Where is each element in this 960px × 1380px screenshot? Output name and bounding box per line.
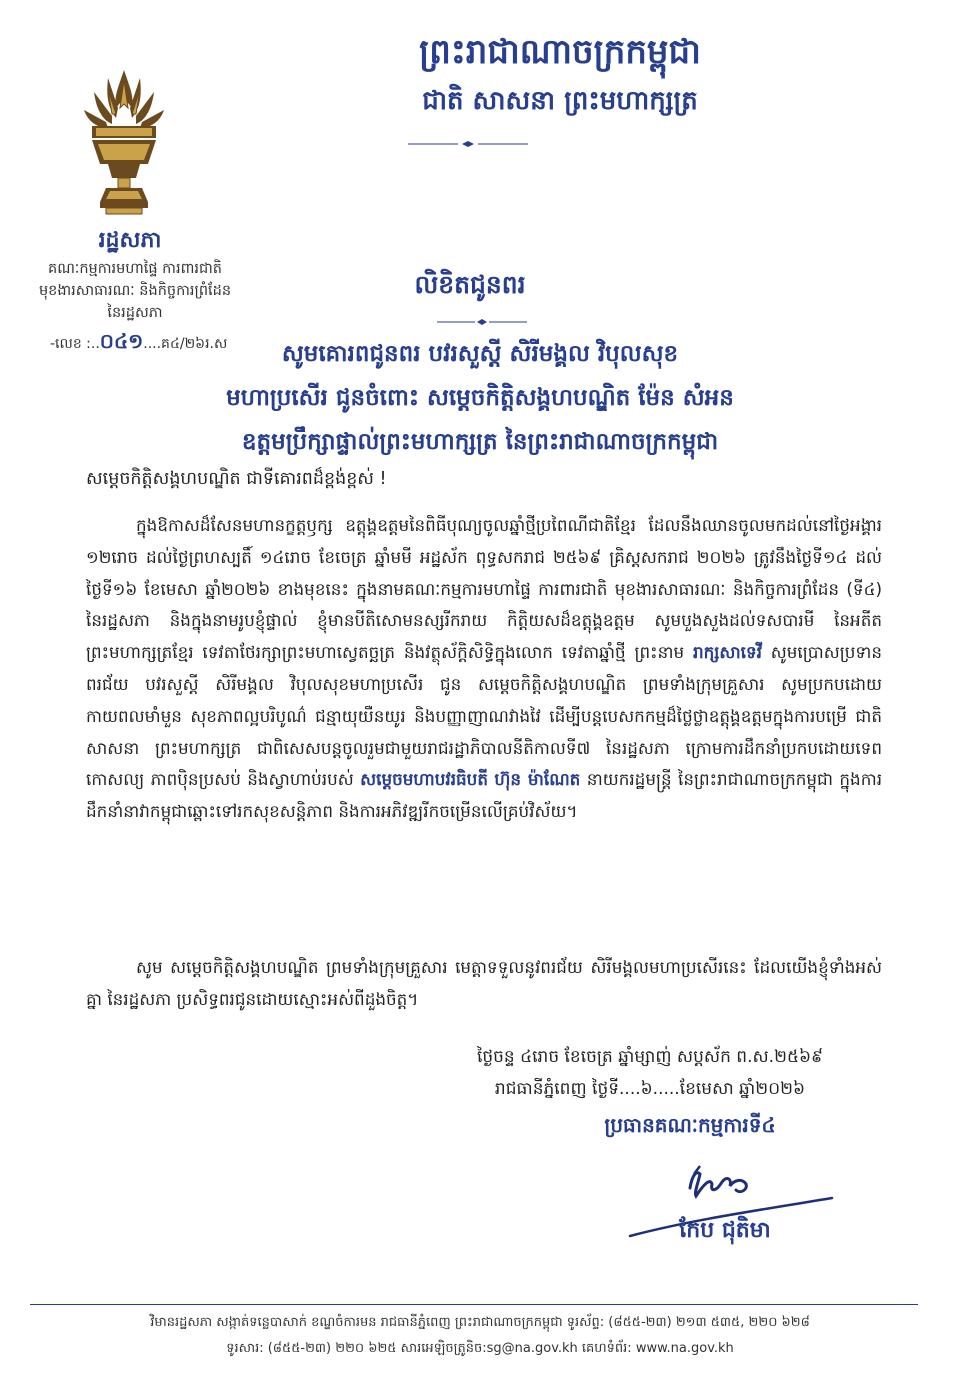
body-text: សូម សម្តេចកិត្តិសង្គហបណ្ឌិត ព្រមទាំងក្រុមគ្រួសារ មេត្តាទទួលនូវពរជ័យ សិរីមង្គលមហាប្រសើរនេះ ដែលយើងខ្ញុំទាំងអស់គ្នា នៃរដ្ឋសភា ប្រសិទ្ធពរជូនដោយស្មោះអស់ពីដួងចិត្ត។ <box>86 957 882 1009</box>
greeting-title-line: សូមគោរពជូនពរ បវរសួស្តី សិរីមង្គល វិបុលសុខ <box>281 341 679 367</box>
institution-name: រដ្ឋសភា <box>98 228 162 253</box>
body-paragraph <box>86 952 882 1016</box>
signer-name: កែប ជុតិមា <box>679 1218 771 1243</box>
ref-suffix: ....គ៤/២៦រ.ស <box>143 336 228 352</box>
footer-contact: ទូរសារ: (៨៥៥-២៣) ២២០ ៦២៥ សារអេឡិចត្រូនិច:sg@na.gov.kh គេហទំព័រ: www.na.gov.kh <box>226 1341 734 1356</box>
footer-divider <box>30 1304 918 1305</box>
commission-line: មុខងារសាធារណៈ និងកិច្ចការព្រំដែន <box>38 283 232 299</box>
body-text: សូមប្រោសប្រទានពរជ័យ បវរសួស្តី សិរីមង្គល វិបុលសុខមហាប្រសើរ ជូន សម្តេចកិត្តិសង្គហបណ្ឌិត ព្រមទាំងក្រុមគ្រួសារ សូមប្រកបដោយកាយពលមាំមួន សុខភាពល្អបរិបូណ៌ ជន្មាយុយឺនយូរ និងបញ្ញាញាណវាងវៃ ដើម្បីបន្តបេសកកម្មដ៏ថ្លៃថ្លាឧត្តុង្គឧត្តមក្នុងការបម្រើ ជាតិ សាសនា ព្រះមហាក្សត្រ ជាពិសេសបន្តចូលរួមជាមួយរាជរដ្ឋាភិបាលនីតិកាលទី៧ នៃរដ្ឋសភា ក្រោមការដឹកនាំប្រកបដោយទេពកោសល្យ ភាពប៉ិនប្រសប់ និងស្វាហាប់របស់ <box>86 642 882 790</box>
ref-number-handwritten: ០៤១ <box>99 329 144 353</box>
greeting-title-line: ឧត្តមប្រឹក្សាផ្ទាល់ព្រះមហាក្សត្រ នៃព្រះរាជាណាចក្រកម្ពុជា <box>241 429 719 455</box>
divider-ornament <box>408 140 528 148</box>
royal-emblem-icon <box>78 68 170 218</box>
greeting-title-line: មហាប្រសើរ ជូនចំពោះ សម្តេចកិត្តិសង្គហបណ្ឌិត ម៉ែន សំអន <box>226 385 734 411</box>
kingdom-title: ព្រះរាជាណាចក្រកម្ពុជា <box>419 32 701 72</box>
commission-name <box>20 258 250 324</box>
salutation: សម្តេចកិត្តិសង្គហបណ្ឌិត ជាទីគោរពដ៏ខ្ពង់ខ្ពស់ ! <box>86 469 387 489</box>
date-lunar: ថ្ងៃចន្ទ ៤រោច ខែចេត្រ ឆ្នាំម្សាញ់ សប្តស័ក ព.ស.២៥៦៩ <box>476 1047 824 1067</box>
letter-type-heading: លិខិតជូនពរ <box>414 270 526 299</box>
commission-line: គណៈកម្មការមហាផ្ទៃ ការពារជាតិ <box>48 261 222 277</box>
body-text: នាយករដ្ឋមន្ត្រី នៃព្រះរាជាណាចក្រកម្ពុជា ក្នុងការដឹកនាំនាវាកម្ពុជាឆ្ពោះទៅរកសុខសន្តិភាព និងការអភិវឌ្ឍរីកចម្រើនលើគ្រប់វិស័យ។ <box>86 769 883 822</box>
ref-prefix: -លេខ :.. <box>50 336 100 352</box>
pm-title: សម្តេចមហាបវរធិបតី <box>360 769 488 790</box>
body-paragraph <box>86 510 882 828</box>
signer-title: ប្រធានគណៈកម្មការទី៤ <box>604 1113 776 1137</box>
date-solar: រាជធានីភ្នំពេញ ថ្ងៃទី....៦.....ខែមេសា ឆ្នាំ២០២៦ <box>494 1079 806 1099</box>
body-text: ក្នុងឱកាសដ៏សែនមហានក្ខត្តឫក្ស ឧត្តុង្គឧត្តមនៃពិធីបុណ្យចូលឆ្នាំថ្មីប្រពៃណីជាតិខ្មែរ ដែលនឹងឈានចូលមកដល់នៅថ្ងៃអង្គារ ១២រោច ដល់ថ្ងៃព្រហស្បតិ៍ ១៤រោច ខែចេត្រ ឆ្នាំមមី អដ្ឋស័ក ពុទ្ធសករាជ ២៥៦៩ គ្រិស្តសករាជ ២០២៦ ត្រូវនឹងថ្ងៃទី១៤ ដល់ថ្ងៃទី១៦ ខែមេសា ឆ្នាំ២០២៦ ខាងមុខនេះ ក្នុងនាមគណៈកម្មការមហាផ្ទៃ ការពារជាតិ មុខងារសាធារណៈ និងកិច្ចការព្រំដែន (ទី៤) នៃរដ្ឋសភា និងក្នុងនាមរូបខ្ញុំផ្ទាល់ ខ្ញុំមានបីតិសោមនស្សរីករាយ កិត្តិយសដ៏ឧត្តុង្គឧត្តម សូមបួងសួងដល់ទសបារមី នៃអតីតព្រះមហាក្សត្រខ្មែរ ទេវតាថែរក្សាព្រះមហាស្វេតច្ឆត្រ និងវត្ថុស័ក្តិសិទ្ធិក្នុងលោក ទេវតាឆ្នាំថ្មី ព្រះនាម <box>86 515 882 663</box>
deity-name: រាក្សសាទេវី <box>693 642 762 663</box>
pm-name: ហ៊ុន ម៉ាណែត <box>494 769 581 790</box>
national-motto: ជាតិ សាសនា ព្រះមហាក្សត្រ <box>422 86 698 116</box>
commission-line: នៃរដ្ឋសភា <box>107 305 163 321</box>
footer-address: វិមានរដ្ឋសភា សង្កាត់ទន្លេបាសាក់ ខណ្ឌចំការមន រាជធានីភ្នំពេញ ព្រះរាជាណាចក្រកម្ពុជា ទូរស័ព្ទ: (៨៥៥-២៣) ២១៣ ៥៣៥, ២២០ ៦២៨ <box>150 1315 810 1330</box>
divider-ornament <box>437 318 527 326</box>
